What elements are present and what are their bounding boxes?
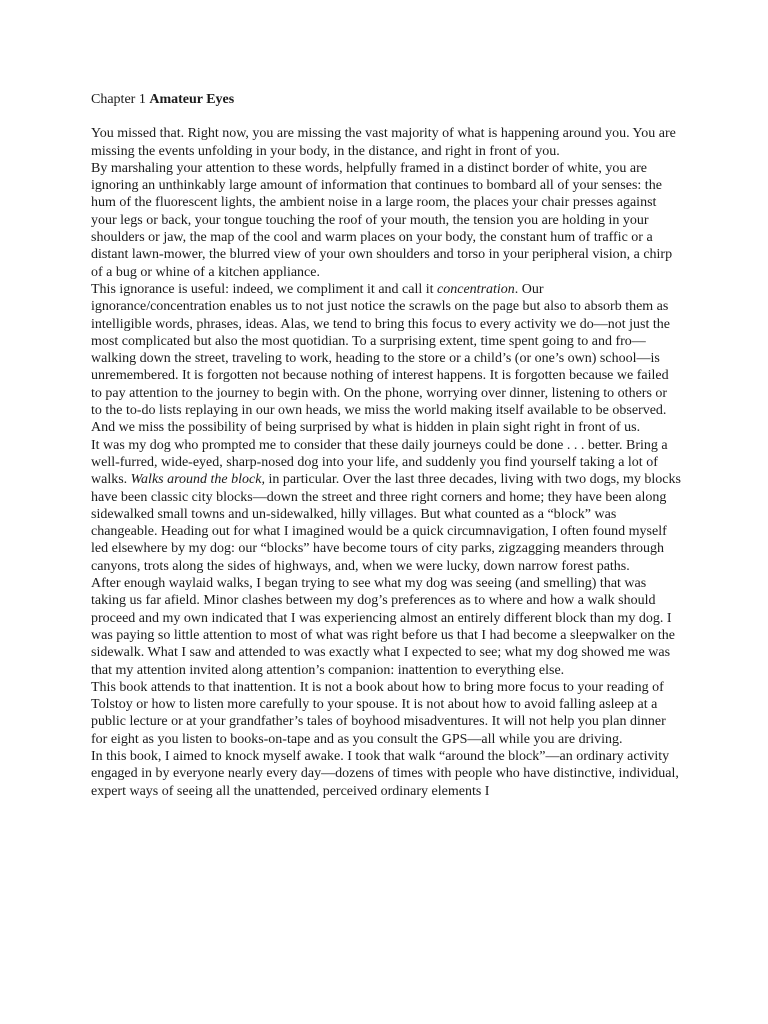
paragraph-7: In this book, I aimed to knock myself awake. I took that walk “around the block”—an ordinary activity engaged in by everyone nearly every day—dozens of times with people who have distinctive, individual, expert ways of seeing all the unattended, perceived ordinary elements I: [91, 748, 679, 799]
paragraph-3: [91, 281, 681, 437]
chapter-number: Chapter 1: [91, 92, 146, 107]
paragraph-4-lead: It was my dog who prompted me to consider that these daily journeys could be done . . . better. Bring a well-furred, wide-eyed, sharp-nosed dog into your life, and suddenly you find yourself taking a lot of walks.: [91, 437, 668, 488]
paragraph-1: You missed that. Right now, you are missing the vast majority of what is happening around you. You are missing the events unfolding in your body, in the distance, and right in front of you.: [91, 126, 676, 159]
paragraph-5: After enough waylaid walks, I began trying to see what my dog was seeing (and smelling) that was taking us far afield. Minor clashes between my dog’s preferences as to where and how a walk should proceed and my own indicated that I was experiencing almost an entirely different block than my dog. I was paying so little attention to most of what was right before us that I had become a sleepwalker on the sidewalk. What I saw and attended to was exactly what I expected to see; what my dog showed me was that my attention invited along attention’s companion: inattention to everything else.: [91, 576, 675, 678]
paragraph-3-emphasis: concentration: [437, 281, 515, 297]
paragraph-4-emphasis: Walks around the block,: [130, 472, 265, 488]
chapter-title: Amateur Eyes: [149, 92, 235, 107]
paragraph-3-rest: . Our ignorance/concentration enables us to not just notice the scrawls on the page but also to absorb them as intelligible words, phrases, ideas. Alas, we tend to bring this focus to every activity we do—not just the most complicated but also the most quotidian. To a surprising extent, time spent going to and fro—walking down the street, traveling to work, heading to the store or a child’s (or one’s own) school—is unremembered. It is forgotten not because nothing of interest happens. It is forgotten because we failed to pay attention to the journey to begin with. On the phone, worrying over dinner, listening to others or to the to-do lists replaying in our own heads, we miss the world making itself available to be observed. And we miss the possibility of being surprised by what is hidden in plain sight right in front of us.: [91, 281, 670, 436]
paragraph-3-lead: This ignorance is useful: indeed, we compliment it and call it: [91, 281, 438, 297]
chapter-heading: [91, 91, 681, 108]
paragraph-6: This book attends to that inattention. It is not a book about how to bring more focus to your reading of Tolstoy or how to listen more carefully to your spouse. It is not about how to avoid falling asleep at a public lecture or at your grandfather’s tales of boyhood misadventures. It will not help you plan dinner for eight as you listen to books-on-tape and as you consult the GPS—all while you are driving.: [91, 679, 666, 747]
paragraph-2: By marshaling your attention to these words, helpfully framed in a distinct border of white, you are ignoring an unthinkably large amount of information that continues to bombard all of your senses: the hum of the fluorescent lights, the ambient noise in a large room, the places your chair presses against your legs or back, your tongue touching the roof of your mouth, the tension you are holding in your shoulders or jaw, the map of the cool and warm places on your body, the constant hum of traffic or a distant lawn-mower, the blurred view of your own shoulders and torso in your peripheral vision, a chirp of a bug or whine of a kitchen appliance.: [91, 160, 673, 280]
paragraph-4: [91, 437, 681, 575]
paragraph-4-rest: in particular. Over the last three decades, living with two dogs, my blocks have been classic city blocks—down the street and three right corners and home; they have been along sidewalked small towns and un-sidewalked, hilly villages. But what counted as a “block” was changeable. Heading out for what I imagined would be a quick circumnavigation, I often found myself led elsewhere by my dog: our “blocks” have become tours of city parks, zigzagging meanders through canyons, trots along the sides of highways, and, when we were lucky, down narrow forest paths.: [91, 472, 681, 574]
document-body: [91, 91, 681, 800]
